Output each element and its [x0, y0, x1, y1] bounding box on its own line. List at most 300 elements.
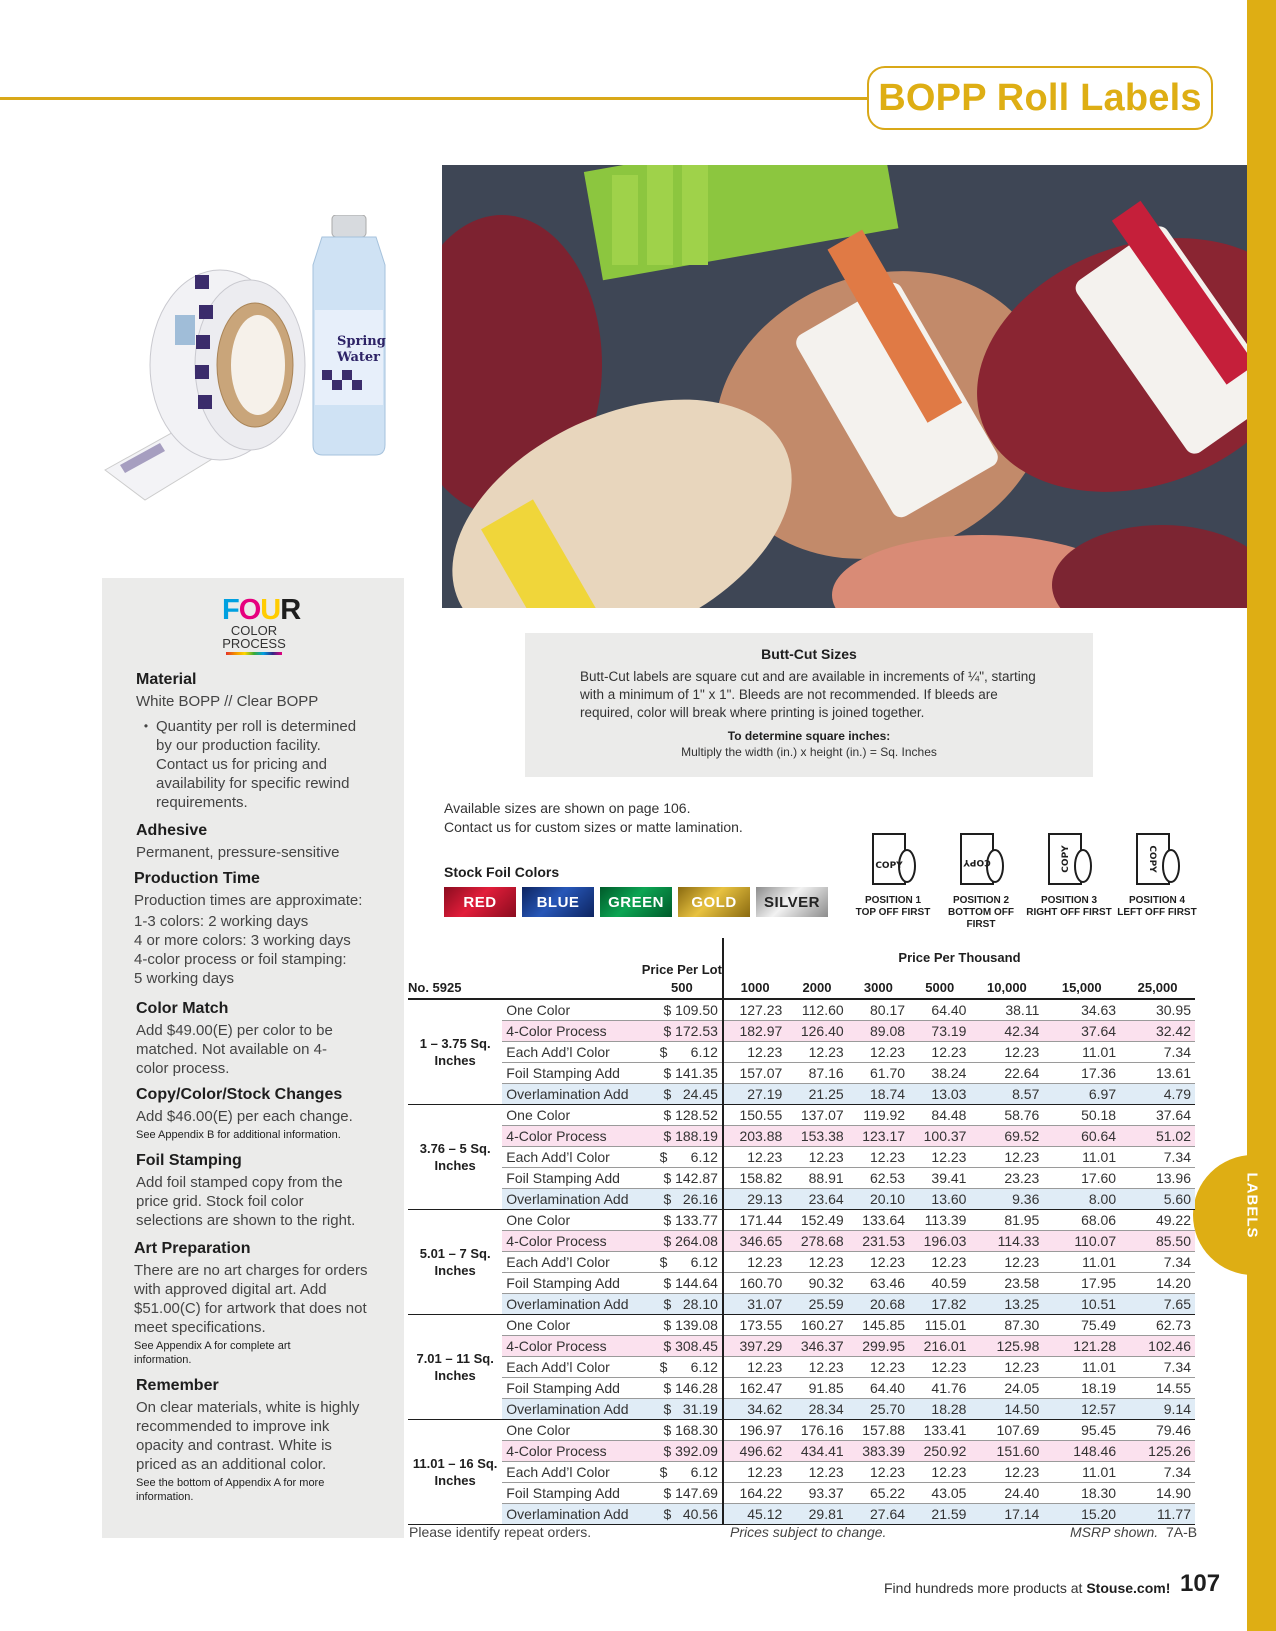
- prices-change-note: Prices subject to change.: [730, 1524, 887, 1540]
- price-cell: 137.07: [786, 1105, 847, 1126]
- available-sizes-note: Available sizes are shown on page 106.: [444, 800, 691, 816]
- price-cell: 41.76: [909, 1378, 970, 1399]
- row-description: Foil Stamping Add: [502, 1063, 641, 1084]
- price-cell: 29.81: [786, 1504, 847, 1525]
- logo-line3: PROCESS: [222, 636, 286, 651]
- production-line: 1-3 colors: 2 working days: [134, 913, 309, 930]
- table-row: [408, 1105, 1195, 1126]
- price-per-lot-cell: $ 147.69: [642, 1483, 723, 1504]
- price-per-lot-cell: $ 28.10: [642, 1294, 723, 1315]
- price-cell: 14.90: [1120, 1483, 1195, 1504]
- price-cell: 21.25: [786, 1084, 847, 1105]
- logo-word: FOUR: [222, 594, 301, 626]
- color-match-text: Add $49.00(E) per color to be matched. Not available on 4-color process.: [136, 1022, 333, 1077]
- position-3-label: POSITION 3: [1040, 895, 1098, 906]
- row-description: Foil Stamping Add: [502, 1378, 641, 1399]
- butt-cut-info-box: [525, 633, 1093, 777]
- qty-header: 25,000: [1120, 978, 1195, 999]
- price-cell: 17.14: [970, 1504, 1043, 1525]
- svg-text:COPY: COPY: [875, 861, 903, 871]
- price-cell: 7.34: [1120, 1042, 1195, 1063]
- price-cell: 65.22: [848, 1483, 909, 1504]
- price-cell: 32.42: [1120, 1021, 1195, 1042]
- price-cell: 5.60: [1120, 1189, 1195, 1210]
- price-per-lot-cell: $ 392.09: [642, 1441, 723, 1462]
- table-row: [408, 1357, 1195, 1378]
- price-cell: 24.05: [970, 1378, 1043, 1399]
- price-cell: 434.41: [786, 1441, 847, 1462]
- price-cell: 12.23: [723, 1357, 786, 1378]
- art-prep-text: There are no art charges for orders with approved digital art. Add $51.00(C) for artwork that does not meet specifications.: [134, 1262, 368, 1336]
- price-cell: 153.38: [786, 1126, 847, 1147]
- price-cell: 68.06: [1043, 1210, 1120, 1231]
- position-4-desc: LEFT OFF FIRST: [1117, 907, 1197, 918]
- stock-foil-colors-title: Stock Foil Colors: [444, 864, 560, 880]
- item-number: No. 5925: [408, 978, 502, 999]
- price-cell: 34.62: [723, 1399, 786, 1420]
- price-cell: 196.97: [723, 1420, 786, 1441]
- price-cell: 12.23: [848, 1462, 909, 1483]
- row-description: Overlamination Add: [502, 1294, 641, 1315]
- price-cell: 4.79: [1120, 1084, 1195, 1105]
- price-cell: 15.20: [1043, 1504, 1120, 1525]
- unwind-position-4: [1112, 830, 1202, 919]
- price-cell: 11.01: [1043, 1252, 1120, 1273]
- art-prep-note: See Appendix A for complete art information.: [134, 1340, 291, 1366]
- price-cell: 84.48: [909, 1105, 970, 1126]
- qty-header: 5000: [909, 978, 970, 999]
- row-description: Foil Stamping Add: [502, 1483, 641, 1504]
- price-cell: 182.97: [723, 1021, 786, 1042]
- price-per-lot-cell: $ 308.45: [642, 1336, 723, 1357]
- price-cell: 24.40: [970, 1483, 1043, 1504]
- price-cell: 145.85: [848, 1315, 909, 1336]
- foil-swatch-green: GREEN: [600, 887, 672, 917]
- row-description: 4-Color Process: [502, 1336, 641, 1357]
- website-promo: Find hundreds more products at Stouse.com!: [884, 1580, 1171, 1596]
- price-cell: 38.24: [909, 1063, 970, 1084]
- table-row: [408, 1483, 1195, 1504]
- price-cell: 152.49: [786, 1210, 847, 1231]
- row-description: One Color: [502, 1420, 641, 1441]
- production-line: 4 or more colors: 3 working days: [134, 932, 351, 949]
- row-description: Each Add’l Color: [502, 1042, 641, 1063]
- price-cell: 64.40: [909, 999, 970, 1021]
- size-group-label: 5.01 – 7 Sq. Inches: [408, 1210, 502, 1315]
- price-per-lot-cell: $ 6.12: [642, 1252, 723, 1273]
- table-row: [408, 1042, 1195, 1063]
- price-cell: 50.18: [1043, 1105, 1120, 1126]
- size-group-label: 11.01 – 16 Sq. Inches: [408, 1420, 502, 1525]
- bottle-label-line1: Spring: [337, 334, 386, 349]
- roll-position-2-icon: [955, 830, 1007, 890]
- svg-text:COPY: COPY: [1147, 845, 1157, 873]
- price-cell: 81.95: [970, 1210, 1043, 1231]
- price-cell: 58.76: [970, 1105, 1043, 1126]
- row-description: Each Add’l Color: [502, 1357, 641, 1378]
- butt-cut-body: Butt-Cut labels are square cut and are available in increments of ¼", starting with a minimum of 1" x 1". Bleeds are not recommended. If bleeds are required, color will break where printing is joined together.: [580, 669, 1036, 720]
- price-cell: 12.23: [723, 1042, 786, 1063]
- price-cell: 12.23: [909, 1357, 970, 1378]
- unwind-position-2: [936, 830, 1026, 931]
- row-description: Overlamination Add: [502, 1084, 641, 1105]
- price-cell: 42.34: [970, 1021, 1043, 1042]
- price-per-lot-cell: $ 6.12: [642, 1147, 723, 1168]
- price-cell: 13.03: [909, 1084, 970, 1105]
- price-per-lot-cell: $ 6.12: [642, 1042, 723, 1063]
- table-row: [408, 1126, 1195, 1147]
- price-per-lot-cell: $ 188.19: [642, 1126, 723, 1147]
- position-1-desc: TOP OFF FIRST: [855, 907, 931, 918]
- price-cell: 69.52: [970, 1126, 1043, 1147]
- qty-header: 3000: [848, 978, 909, 999]
- table-row: [408, 1441, 1195, 1462]
- price-cell: 162.47: [723, 1378, 786, 1399]
- right-edge-stripe: [1247, 0, 1276, 1631]
- price-cell: 62.53: [848, 1168, 909, 1189]
- price-per-lot-cell: $ 172.53: [642, 1021, 723, 1042]
- production-line: 5 working days: [134, 970, 235, 987]
- production-line: 4-color process or foil stamping:: [134, 951, 347, 968]
- price-cell: 196.03: [909, 1231, 970, 1252]
- price-cell: 11.01: [1043, 1042, 1120, 1063]
- row-description: Each Add’l Color: [502, 1462, 641, 1483]
- price-cell: 93.37: [786, 1483, 847, 1504]
- price-cell: 148.46: [1043, 1441, 1120, 1462]
- foil-swatch-red: RED: [444, 887, 516, 917]
- price-cell: 397.29: [723, 1336, 786, 1357]
- sidebar-panel: [102, 578, 404, 1538]
- price-cell: 160.27: [786, 1315, 847, 1336]
- page-title: BOPP Roll Labels: [878, 76, 1202, 119]
- table-row: [408, 1252, 1195, 1273]
- table-row: [408, 1294, 1195, 1315]
- price-cell: 102.46: [1120, 1336, 1195, 1357]
- roll-position-1-icon: [867, 830, 919, 890]
- price-cell: 17.82: [909, 1294, 970, 1315]
- changes-note: See Appendix B for additional information.: [136, 1129, 341, 1141]
- foil-swatch-silver: SILVER: [756, 887, 828, 917]
- price-cell: 89.08: [848, 1021, 909, 1042]
- qty-header: 15,000: [1043, 978, 1120, 999]
- price-cell: 28.34: [786, 1399, 847, 1420]
- price-cell: 121.28: [1043, 1336, 1120, 1357]
- price-per-lot-cell: $ 168.30: [642, 1420, 723, 1441]
- price-cell: 13.96: [1120, 1168, 1195, 1189]
- custom-sizes-note: Contact us for custom sizes or matte lamination.: [444, 819, 743, 835]
- price-cell: 18.28: [909, 1399, 970, 1420]
- roll-position-3-icon: [1043, 830, 1095, 890]
- price-cell: 20.10: [848, 1189, 909, 1210]
- row-description: Each Add’l Color: [502, 1252, 641, 1273]
- price-cell: 7.34: [1120, 1357, 1195, 1378]
- size-group-label: 7.01 – 11 Sq. Inches: [408, 1315, 502, 1420]
- price-cell: 9.36: [970, 1189, 1043, 1210]
- price-cell: 346.65: [723, 1231, 786, 1252]
- price-cell: 12.23: [723, 1252, 786, 1273]
- msrp-note: MSRP shown. 7A-B: [1070, 1524, 1198, 1540]
- price-cell: 91.85: [786, 1378, 847, 1399]
- website-link[interactable]: Stouse.com!: [1086, 1580, 1171, 1596]
- roll-position-4-icon: [1131, 830, 1183, 890]
- price-cell: 37.64: [1043, 1021, 1120, 1042]
- price-per-lot-cell: $ 142.87: [642, 1168, 723, 1189]
- price-cell: 113.39: [909, 1210, 970, 1231]
- price-cell: 250.92: [909, 1441, 970, 1462]
- price-cell: 60.64: [1043, 1126, 1120, 1147]
- position-2-label: POSITION 2: [952, 895, 1010, 906]
- repeat-orders-note: Please identify repeat orders.: [409, 1524, 592, 1540]
- table-row: [408, 1273, 1195, 1294]
- price-cell: 11.77: [1120, 1504, 1195, 1525]
- price-cell: 12.23: [848, 1042, 909, 1063]
- price-per-lot-header: Price Per Lot: [642, 938, 723, 978]
- price-cell: 62.73: [1120, 1315, 1195, 1336]
- price-cell: 13.25: [970, 1294, 1043, 1315]
- adhesive-heading: Adhesive: [136, 822, 208, 839]
- table-row: [408, 1063, 1195, 1084]
- price-cell: 7.65: [1120, 1294, 1195, 1315]
- price-per-lot-cell: $ 146.28: [642, 1378, 723, 1399]
- row-description: Overlamination Add: [502, 1504, 641, 1525]
- vacuum-sealed-meat-photo: [442, 165, 1247, 608]
- price-cell: 12.23: [970, 1357, 1043, 1378]
- price-cell: 34.63: [1043, 999, 1120, 1021]
- price-cell: 17.60: [1043, 1168, 1120, 1189]
- price-cell: 25.59: [786, 1294, 847, 1315]
- price-cell: 114.33: [970, 1231, 1043, 1252]
- price-cell: 45.12: [723, 1504, 786, 1525]
- row-description: One Color: [502, 1315, 641, 1336]
- price-cell: 496.62: [723, 1441, 786, 1462]
- price-cell: 14.20: [1120, 1273, 1195, 1294]
- price-per-lot-cell: $ 6.12: [642, 1462, 723, 1483]
- price-cell: 383.39: [848, 1441, 909, 1462]
- changes-heading: Copy/Color/Stock Changes: [136, 1086, 343, 1103]
- remember-note: See the bottom of Appendix A for more information.: [136, 1477, 325, 1503]
- price-cell: 27.19: [723, 1084, 786, 1105]
- four-color-process-logo: [222, 594, 301, 662]
- price-cell: 88.91: [786, 1168, 847, 1189]
- row-description: One Color: [502, 1210, 641, 1231]
- price-cell: 75.49: [1043, 1315, 1120, 1336]
- price-cell: 8.57: [970, 1084, 1043, 1105]
- price-cell: 12.23: [848, 1357, 909, 1378]
- price-cell: 12.23: [848, 1252, 909, 1273]
- qty-header: 2000: [786, 978, 847, 999]
- price-cell: 87.30: [970, 1315, 1043, 1336]
- price-cell: 123.17: [848, 1126, 909, 1147]
- unwind-position-3: [1024, 830, 1114, 919]
- section-tab[interactable]: [1193, 1155, 1276, 1275]
- price-cell: 87.16: [786, 1063, 847, 1084]
- price-cell: 119.92: [848, 1105, 909, 1126]
- price-per-lot-cell: $ 40.56: [642, 1504, 723, 1525]
- butt-cut-title: Butt-Cut Sizes: [761, 646, 857, 662]
- square-inches-title: To determine square inches:: [727, 729, 891, 743]
- price-cell: 12.23: [723, 1462, 786, 1483]
- price-cell: 107.69: [970, 1420, 1043, 1441]
- price-cell: 18.30: [1043, 1483, 1120, 1504]
- price-cell: 12.57: [1043, 1399, 1120, 1420]
- table-row: [408, 1399, 1195, 1420]
- price-cell: 79.46: [1120, 1420, 1195, 1441]
- price-cell: 133.64: [848, 1210, 909, 1231]
- price-cell: 11.01: [1043, 1462, 1120, 1483]
- price-cell: 299.95: [848, 1336, 909, 1357]
- price-cell: 231.53: [848, 1231, 909, 1252]
- qty-header: 10,000: [970, 978, 1043, 999]
- price-cell: 40.59: [909, 1273, 970, 1294]
- square-inches-formula: Multiply the width (in.) x height (in.) = Sq. Inches: [681, 745, 937, 759]
- price-cell: 43.05: [909, 1483, 970, 1504]
- foil-swatch-blue: BLUE: [522, 887, 594, 917]
- price-cell: 38.11: [970, 999, 1043, 1021]
- price-cell: 39.41: [909, 1168, 970, 1189]
- price-cell: 157.88: [848, 1420, 909, 1441]
- table-row: [408, 999, 1195, 1021]
- price-cell: 23.58: [970, 1273, 1043, 1294]
- price-cell: 20.68: [848, 1294, 909, 1315]
- row-description: Overlamination Add: [502, 1189, 641, 1210]
- table-row: [408, 1378, 1195, 1399]
- price-cell: 171.44: [723, 1210, 786, 1231]
- price-cell: 25.70: [848, 1399, 909, 1420]
- price-cell: 49.22: [1120, 1210, 1195, 1231]
- price-cell: 12.23: [786, 1357, 847, 1378]
- row-description: 4-Color Process: [502, 1441, 641, 1462]
- table-row: [408, 1336, 1195, 1357]
- remember-text: On clear materials, white is highly recommended to improve ink opacity and contrast. White is priced as an additional color.: [136, 1399, 360, 1473]
- svg-text:COPY: COPY: [963, 857, 991, 867]
- price-cell: 63.46: [848, 1273, 909, 1294]
- price-cell: 73.19: [909, 1021, 970, 1042]
- size-group-label: 1 – 3.75 Sq. Inches: [408, 999, 502, 1105]
- price-cell: 85.50: [1120, 1231, 1195, 1252]
- adhesive-text: Permanent, pressure-sensitive: [136, 844, 340, 861]
- material-options: White BOPP // Clear BOPP: [136, 693, 319, 710]
- price-per-lot-cell: $ 141.35: [642, 1063, 723, 1084]
- price-per-lot-cell: $ 133.77: [642, 1210, 723, 1231]
- price-cell: 30.95: [1120, 999, 1195, 1021]
- material-heading: Material: [136, 671, 197, 688]
- production-heading: Production Time: [134, 870, 260, 887]
- header-rule: [0, 97, 870, 100]
- price-cell: 11.01: [1043, 1147, 1120, 1168]
- unwind-position-1: [848, 830, 938, 919]
- price-cell: 12.23: [970, 1147, 1043, 1168]
- price-cell: 151.60: [970, 1441, 1043, 1462]
- row-description: Overlamination Add: [502, 1399, 641, 1420]
- price-cell: 7.34: [1120, 1462, 1195, 1483]
- material-bullet-text: Quantity per roll is determined by our production facility. Contact us for pricing and availability for specific rewind requirements.: [156, 718, 357, 811]
- price-cell: 12.23: [909, 1462, 970, 1483]
- production-text: Production times are approximate:: [134, 892, 363, 909]
- price-cell: 12.23: [909, 1252, 970, 1273]
- price-cell: 12.23: [786, 1147, 847, 1168]
- price-cell: 61.70: [848, 1063, 909, 1084]
- row-description: 4-Color Process: [502, 1021, 641, 1042]
- price-cell: 160.70: [723, 1273, 786, 1294]
- foil-swatch-gold: GOLD: [678, 887, 750, 917]
- price-cell: 14.55: [1120, 1378, 1195, 1399]
- price-cell: 18.19: [1043, 1378, 1120, 1399]
- price-cell: 10.51: [1043, 1294, 1120, 1315]
- price-cell: 203.88: [723, 1126, 786, 1147]
- price-cell: 95.45: [1043, 1420, 1120, 1441]
- price-cell: 125.98: [970, 1336, 1043, 1357]
- foil-stamping-heading: Foil Stamping: [136, 1152, 242, 1169]
- price-cell: 23.64: [786, 1189, 847, 1210]
- price-cell: 90.32: [786, 1273, 847, 1294]
- price-table: [408, 938, 1195, 1525]
- price-cell: 13.60: [909, 1189, 970, 1210]
- price-cell: 12.23: [786, 1252, 847, 1273]
- table-row: [408, 1231, 1195, 1252]
- price-cell: 12.23: [848, 1147, 909, 1168]
- price-cell: 11.01: [1043, 1357, 1120, 1378]
- bullet-icon: •: [143, 719, 149, 733]
- price-per-lot-cell: $ 31.19: [642, 1399, 723, 1420]
- table-row: [408, 1189, 1195, 1210]
- price-per-lot-cell: $ 144.64: [642, 1273, 723, 1294]
- price-cell: 158.82: [723, 1168, 786, 1189]
- price-cell: 80.17: [848, 999, 909, 1021]
- price-cell: 8.00: [1043, 1189, 1120, 1210]
- price-cell: 21.59: [909, 1504, 970, 1525]
- price-cell: 51.02: [1120, 1126, 1195, 1147]
- price-cell: 12.23: [970, 1252, 1043, 1273]
- table-row: [408, 1210, 1195, 1231]
- title-box: [867, 66, 1213, 130]
- row-description: Each Add’l Color: [502, 1147, 641, 1168]
- price-cell: 6.97: [1043, 1084, 1120, 1105]
- price-per-lot-cell: $ 139.08: [642, 1315, 723, 1336]
- svg-text:COPY: COPY: [1061, 845, 1071, 873]
- price-cell: 12.23: [970, 1042, 1043, 1063]
- table-row: [408, 1420, 1195, 1441]
- price-cell: 157.07: [723, 1063, 786, 1084]
- price-cell: 13.61: [1120, 1063, 1195, 1084]
- position-4-label: POSITION 4: [1128, 895, 1186, 906]
- price-cell: 216.01: [909, 1336, 970, 1357]
- table-row: [408, 1315, 1195, 1336]
- price-cell: 12.23: [786, 1042, 847, 1063]
- price-cell: 164.22: [723, 1483, 786, 1504]
- label-roll-bottle-image: [100, 215, 410, 505]
- size-group-label: 3.76 – 5 Sq. Inches: [408, 1105, 502, 1210]
- price-cell: 37.64: [1120, 1105, 1195, 1126]
- price-cell: 115.01: [909, 1315, 970, 1336]
- price-cell: 64.40: [848, 1378, 909, 1399]
- bottle-label-line2: Water: [337, 350, 381, 365]
- changes-text: Add $46.00(E) per each change.: [136, 1108, 353, 1125]
- page-number: 107: [1180, 1570, 1221, 1597]
- row-description: Foil Stamping Add: [502, 1168, 641, 1189]
- price-cell: 17.36: [1043, 1063, 1120, 1084]
- qty-header: 500: [642, 978, 723, 999]
- price-cell: 29.13: [723, 1189, 786, 1210]
- price-cell: 346.37: [786, 1336, 847, 1357]
- price-cell: 22.64: [970, 1063, 1043, 1084]
- row-description: 4-Color Process: [502, 1126, 641, 1147]
- logo-line2: COLOR: [230, 623, 278, 638]
- price-cell: 31.07: [723, 1294, 786, 1315]
- row-description: 4-Color Process: [502, 1231, 641, 1252]
- price-per-lot-cell: $ 109.50: [642, 999, 723, 1021]
- logo-rainbow: [226, 652, 282, 655]
- foil-stamping-text: Add foil stamped copy from the price grid. Stock foil color selections are shown to the right.: [136, 1174, 356, 1229]
